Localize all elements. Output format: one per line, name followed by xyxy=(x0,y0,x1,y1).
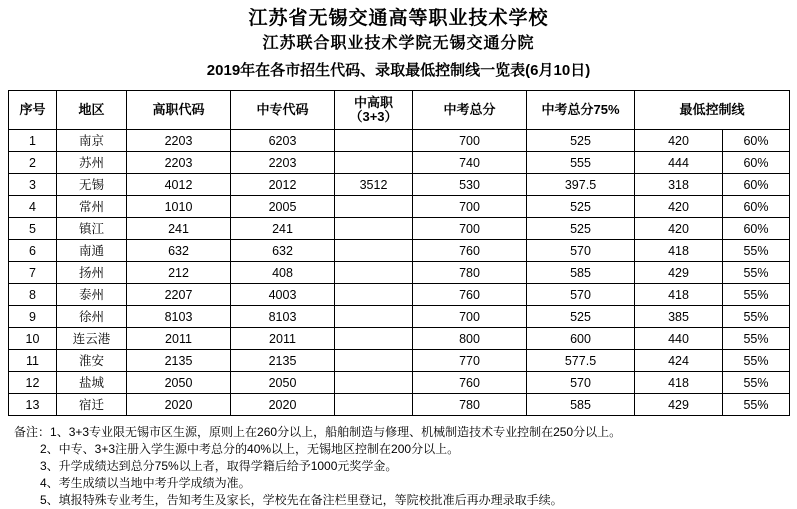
cell-seq: 8 xyxy=(9,284,57,306)
cell-zhonggao-code xyxy=(335,372,413,394)
cell-gaozhi-code: 4012 xyxy=(127,174,231,196)
admission-table xyxy=(8,90,790,416)
cell-seq: 5 xyxy=(9,218,57,240)
cell-min-line-score: 418 xyxy=(635,240,723,262)
table-row xyxy=(9,196,790,218)
note-line xyxy=(14,424,783,441)
cell-region: 徐州 xyxy=(57,306,127,328)
cell-region: 南通 xyxy=(57,240,127,262)
cell-zhongzhuan-code: 408 xyxy=(231,262,335,284)
cell-zhongzhuan-code: 241 xyxy=(231,218,335,240)
cell-min-line-score: 424 xyxy=(635,350,723,372)
school-title-secondary: 江苏联合职业技术学院无锡交通分院 xyxy=(262,35,535,52)
cell-region: 宿迁 xyxy=(57,394,127,416)
column-header-zhonggao-line1: 中高职 xyxy=(353,95,393,110)
note-text: 3、升学成绩达到总分75%以上者，取得学籍后给予1000元奖学金。 xyxy=(40,459,398,473)
notes-section xyxy=(14,424,783,509)
title-block xyxy=(8,0,789,84)
cell-zhongzhuan-code: 4003 xyxy=(231,284,335,306)
cell-zhongkao-75: 577.5 xyxy=(527,350,635,372)
cell-region: 苏州 xyxy=(57,152,127,174)
cell-min-line-score: 318 xyxy=(635,174,723,196)
cell-min-line-percent: 60% xyxy=(723,174,790,196)
column-header-region: 地区 xyxy=(57,91,127,130)
cell-zhongzhuan-code: 2012 xyxy=(231,174,335,196)
cell-min-line-percent: 55% xyxy=(723,350,790,372)
note-line xyxy=(14,458,783,475)
cell-gaozhi-code: 212 xyxy=(127,262,231,284)
cell-zhongkao-75: 525 xyxy=(527,196,635,218)
cell-gaozhi-code: 241 xyxy=(127,218,231,240)
cell-region: 泰州 xyxy=(57,284,127,306)
cell-zhonggao-code xyxy=(335,394,413,416)
note-line xyxy=(14,441,783,458)
cell-min-line-score: 429 xyxy=(635,394,723,416)
cell-seq: 11 xyxy=(9,350,57,372)
cell-seq: 6 xyxy=(9,240,57,262)
table-row xyxy=(9,328,790,350)
column-header-zhonggao-line2: （3+3） xyxy=(349,109,398,124)
cell-region: 盐城 xyxy=(57,372,127,394)
cell-gaozhi-code: 2203 xyxy=(127,152,231,174)
cell-seq: 1 xyxy=(9,130,57,152)
cell-min-line-percent: 55% xyxy=(723,306,790,328)
table-row xyxy=(9,394,790,416)
cell-zhonggao-code xyxy=(335,196,413,218)
cell-region: 镇江 xyxy=(57,218,127,240)
note-text: 5、填报特殊专业考生，告知考生及家长，学校先在备注栏里登记，等院校批准后再办理录取手续。 xyxy=(40,493,563,507)
cell-gaozhi-code: 2011 xyxy=(127,328,231,350)
cell-min-line-score: 420 xyxy=(635,130,723,152)
table-row xyxy=(9,152,790,174)
school-title-primary: 江苏省无锡交通高等职业技术学校 xyxy=(248,8,549,29)
cell-zhongzhuan-code: 2135 xyxy=(231,350,335,372)
cell-zhongkao-total: 760 xyxy=(413,240,527,262)
cell-zhongkao-75: 585 xyxy=(527,394,635,416)
document-subtitle: 2019年在各市招生代码、录取最低控制线一览表(6月10日) xyxy=(206,62,591,79)
column-header-gaozhi-code: 高职代码 xyxy=(127,91,231,130)
cell-zhongkao-75: 570 xyxy=(527,284,635,306)
cell-zhongzhuan-code: 2020 xyxy=(231,394,335,416)
column-header-zhonggao-code xyxy=(335,91,413,130)
cell-zhongkao-total: 700 xyxy=(413,196,527,218)
cell-region: 常州 xyxy=(57,196,127,218)
cell-min-line-score: 418 xyxy=(635,372,723,394)
cell-min-line-score: 429 xyxy=(635,262,723,284)
cell-seq: 9 xyxy=(9,306,57,328)
table-row xyxy=(9,262,790,284)
cell-min-line-percent: 55% xyxy=(723,328,790,350)
cell-zhongzhuan-code: 8103 xyxy=(231,306,335,328)
cell-gaozhi-code: 2050 xyxy=(127,372,231,394)
cell-zhongkao-total: 700 xyxy=(413,130,527,152)
cell-zhongkao-total: 800 xyxy=(413,328,527,350)
cell-gaozhi-code: 1010 xyxy=(127,196,231,218)
cell-seq: 3 xyxy=(9,174,57,196)
cell-zhongkao-75: 525 xyxy=(527,218,635,240)
cell-zhonggao-code xyxy=(335,284,413,306)
notes-label: 备注： xyxy=(14,425,51,439)
cell-region: 连云港 xyxy=(57,328,127,350)
cell-min-line-score: 440 xyxy=(635,328,723,350)
cell-zhongzhuan-code: 632 xyxy=(231,240,335,262)
cell-zhongkao-75: 525 xyxy=(527,306,635,328)
cell-min-line-score: 385 xyxy=(635,306,723,328)
cell-seq: 4 xyxy=(9,196,57,218)
cell-zhongkao-total: 700 xyxy=(413,306,527,328)
cell-min-line-percent: 60% xyxy=(723,130,790,152)
cell-min-line-score: 418 xyxy=(635,284,723,306)
note-text: 1、3+3专业限无锡市区生源，原则上在260分以上，船舶制造与修理、机械制造技术专业控制在250分以上。 xyxy=(50,425,622,439)
cell-min-line-percent: 55% xyxy=(723,394,790,416)
column-header-min-line: 最低控制线 xyxy=(635,91,790,130)
cell-zhongkao-75: 570 xyxy=(527,240,635,262)
table-row xyxy=(9,174,790,196)
column-header-zhongkao-total: 中考总分 xyxy=(413,91,527,130)
table-row xyxy=(9,284,790,306)
cell-zhongzhuan-code: 2005 xyxy=(231,196,335,218)
cell-min-line-score: 420 xyxy=(635,196,723,218)
cell-min-line-percent: 55% xyxy=(723,284,790,306)
table-row xyxy=(9,130,790,152)
cell-zhonggao-code xyxy=(335,240,413,262)
cell-zhongzhuan-code: 6203 xyxy=(231,130,335,152)
cell-min-line-percent: 55% xyxy=(723,262,790,284)
cell-zhongkao-total: 700 xyxy=(413,218,527,240)
cell-gaozhi-code: 8103 xyxy=(127,306,231,328)
cell-gaozhi-code: 2135 xyxy=(127,350,231,372)
cell-min-line-percent: 55% xyxy=(723,240,790,262)
cell-region: 扬州 xyxy=(57,262,127,284)
table-row xyxy=(9,240,790,262)
cell-zhongkao-75: 585 xyxy=(527,262,635,284)
cell-zhongkao-total: 780 xyxy=(413,394,527,416)
cell-zhongkao-total: 780 xyxy=(413,262,527,284)
cell-zhonggao-code xyxy=(335,350,413,372)
cell-zhongkao-75: 555 xyxy=(527,152,635,174)
cell-region: 淮安 xyxy=(57,350,127,372)
cell-region: 南京 xyxy=(57,130,127,152)
note-text: 2、中专、3+3注册入学生源中考总分的40%以上，无锡地区控制在200分以上。 xyxy=(40,442,460,456)
cell-zhonggao-code: 3512 xyxy=(335,174,413,196)
cell-seq: 10 xyxy=(9,328,57,350)
column-header-seq: 序号 xyxy=(9,91,57,130)
cell-zhongkao-75: 397.5 xyxy=(527,174,635,196)
cell-min-line-percent: 60% xyxy=(723,152,790,174)
cell-zhongzhuan-code: 2011 xyxy=(231,328,335,350)
cell-zhonggao-code xyxy=(335,152,413,174)
cell-zhongkao-total: 740 xyxy=(413,152,527,174)
cell-zhongkao-total: 530 xyxy=(413,174,527,196)
cell-zhonggao-code xyxy=(335,218,413,240)
cell-zhongkao-total: 770 xyxy=(413,350,527,372)
cell-zhonggao-code xyxy=(335,328,413,350)
table-row xyxy=(9,218,790,240)
cell-zhongkao-75: 570 xyxy=(527,372,635,394)
table-header-row xyxy=(9,91,790,130)
cell-zhongkao-75: 600 xyxy=(527,328,635,350)
cell-zhongzhuan-code: 2203 xyxy=(231,152,335,174)
cell-seq: 13 xyxy=(9,394,57,416)
note-text: 4、考生成绩以当地中考升学成绩为准。 xyxy=(40,476,251,490)
cell-zhonggao-code xyxy=(335,306,413,328)
table-row xyxy=(9,350,790,372)
column-header-zhongkao-75: 中考总分75% xyxy=(527,91,635,130)
cell-min-line-score: 420 xyxy=(635,218,723,240)
note-line xyxy=(14,492,783,509)
cell-seq: 7 xyxy=(9,262,57,284)
cell-gaozhi-code: 2020 xyxy=(127,394,231,416)
cell-min-line-percent: 55% xyxy=(723,372,790,394)
cell-zhongkao-total: 760 xyxy=(413,284,527,306)
table-row xyxy=(9,306,790,328)
cell-seq: 2 xyxy=(9,152,57,174)
table-row xyxy=(9,372,790,394)
cell-min-line-percent: 60% xyxy=(723,196,790,218)
cell-zhonggao-code xyxy=(335,262,413,284)
cell-gaozhi-code: 632 xyxy=(127,240,231,262)
cell-gaozhi-code: 2203 xyxy=(127,130,231,152)
cell-zhongzhuan-code: 2050 xyxy=(231,372,335,394)
cell-zhongkao-total: 760 xyxy=(413,372,527,394)
cell-zhonggao-code xyxy=(335,130,413,152)
column-header-zhongzhuan-code: 中专代码 xyxy=(231,91,335,130)
cell-min-line-percent: 60% xyxy=(723,218,790,240)
cell-gaozhi-code: 2207 xyxy=(127,284,231,306)
cell-min-line-score: 444 xyxy=(635,152,723,174)
cell-zhongkao-75: 525 xyxy=(527,130,635,152)
cell-region: 无锡 xyxy=(57,174,127,196)
cell-seq: 12 xyxy=(9,372,57,394)
